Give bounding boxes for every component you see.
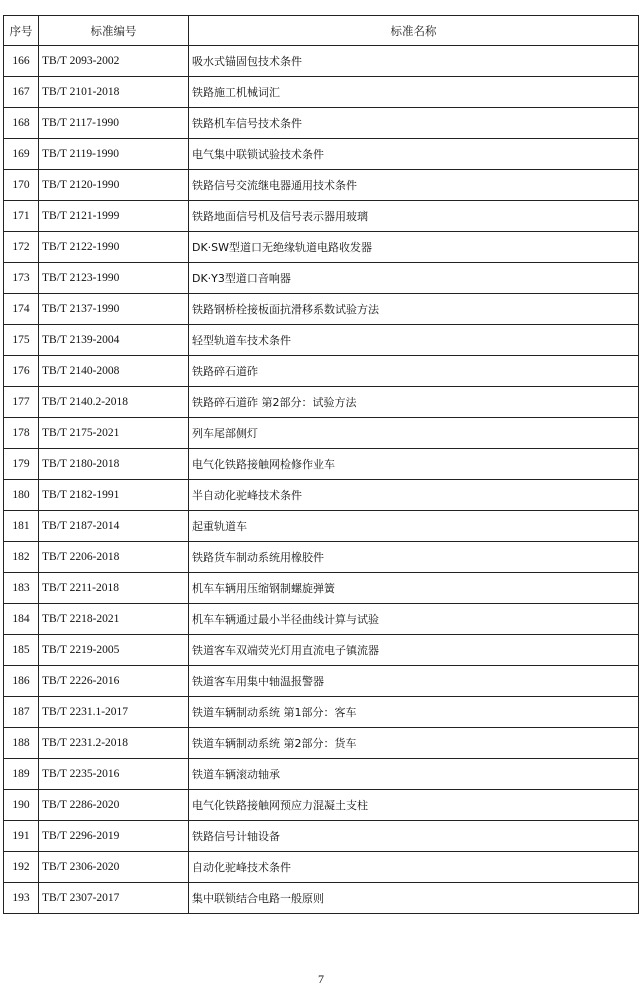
row-name-cell: 铁道客车双端荧光灯用直流电子镇流器 — [189, 635, 639, 666]
table-row — [4, 511, 639, 542]
row-code-cell: TB/T 2231.2-2018 — [39, 728, 189, 759]
table-row — [4, 542, 639, 573]
row-code-cell: TB/T 2140-2008 — [39, 356, 189, 387]
row-seq-cell: 191 — [4, 821, 39, 852]
table-row — [4, 387, 639, 418]
row-code-cell: TB/T 2121-1999 — [39, 201, 189, 232]
row-name-cell: 起重轨道车 — [189, 511, 639, 542]
row-seq-cell: 185 — [4, 635, 39, 666]
row-name-cell: 铁路信号交流继电器通用技术条件 — [189, 170, 639, 201]
row-seq-cell: 181 — [4, 511, 39, 542]
table-row — [4, 728, 639, 759]
row-name-cell: 集中联锁结合电路一般原则 — [189, 883, 639, 914]
table-row — [4, 759, 639, 790]
table-row — [4, 573, 639, 604]
table-row — [4, 480, 639, 511]
header-seq: 序号 — [4, 16, 39, 46]
row-seq-cell: 168 — [4, 108, 39, 139]
row-code-cell: TB/T 2137-1990 — [39, 294, 189, 325]
row-code-cell: TB/T 2093-2002 — [39, 46, 189, 77]
row-name-cell: 铁路货车制动系统用橡胶件 — [189, 542, 639, 573]
standards-table — [3, 15, 639, 914]
row-seq-cell: 178 — [4, 418, 39, 449]
row-code-cell: TB/T 2235-2016 — [39, 759, 189, 790]
row-seq-cell: 166 — [4, 46, 39, 77]
row-seq-cell: 171 — [4, 201, 39, 232]
table-row — [4, 263, 639, 294]
row-name-cell: 铁道车辆滚动轴承 — [189, 759, 639, 790]
row-seq-cell: 176 — [4, 356, 39, 387]
row-seq-cell: 192 — [4, 852, 39, 883]
row-code-cell: TB/T 2296-2019 — [39, 821, 189, 852]
row-code-cell: TB/T 2139-2004 — [39, 325, 189, 356]
row-name-cell: 轻型轨道车技术条件 — [189, 325, 639, 356]
table-row — [4, 294, 639, 325]
row-name-cell: 机车车辆通过最小半径曲线计算与试验 — [189, 604, 639, 635]
table-row — [4, 852, 639, 883]
table-row — [4, 356, 639, 387]
table-row — [4, 139, 639, 170]
row-seq-cell: 167 — [4, 77, 39, 108]
table-row — [4, 821, 639, 852]
row-seq-cell: 193 — [4, 883, 39, 914]
table-row — [4, 46, 639, 77]
row-name-cell: 铁路地面信号机及信号表示器用玻璃 — [189, 201, 639, 232]
row-seq-cell: 175 — [4, 325, 39, 356]
row-name-cell: 铁路碎石道砟 第2部分：试验方法 — [189, 387, 639, 418]
row-code-cell: TB/T 2187-2014 — [39, 511, 189, 542]
row-name-cell: 吸水式锚固包技术条件 — [189, 46, 639, 77]
table-row — [4, 325, 639, 356]
row-name-cell: 半自动化驼峰技术条件 — [189, 480, 639, 511]
row-code-cell: TB/T 2122-1990 — [39, 232, 189, 263]
row-code-cell: TB/T 2120-1990 — [39, 170, 189, 201]
row-code-cell: TB/T 2175-2021 — [39, 418, 189, 449]
row-name-cell: 电气化铁路接触网检修作业车 — [189, 449, 639, 480]
page-number: 7 — [318, 972, 324, 986]
row-name-cell: 电气化铁路接触网预应力混凝土支柱 — [189, 790, 639, 821]
row-name-cell: 铁路施工机械词汇 — [189, 77, 639, 108]
table-row — [4, 232, 639, 263]
row-code-cell: TB/T 2306-2020 — [39, 852, 189, 883]
table-row — [4, 201, 639, 232]
row-code-cell: TB/T 2206-2018 — [39, 542, 189, 573]
table-row — [4, 635, 639, 666]
row-code-cell: TB/T 2119-1990 — [39, 139, 189, 170]
row-code-cell: TB/T 2101-2018 — [39, 77, 189, 108]
table-row — [4, 604, 639, 635]
row-name-cell: 铁路机车信号技术条件 — [189, 108, 639, 139]
table-row — [4, 170, 639, 201]
row-name-cell: 自动化驼峰技术条件 — [189, 852, 639, 883]
row-name-cell: 电气集中联锁试验技术条件 — [189, 139, 639, 170]
table-row — [4, 666, 639, 697]
row-code-cell: TB/T 2286-2020 — [39, 790, 189, 821]
row-seq-cell: 169 — [4, 139, 39, 170]
row-code-cell: TB/T 2226-2016 — [39, 666, 189, 697]
row-seq-cell: 184 — [4, 604, 39, 635]
row-name-cell: 铁路信号计轴设备 — [189, 821, 639, 852]
table-row — [4, 883, 639, 914]
row-seq-cell: 174 — [4, 294, 39, 325]
row-name-cell: 铁道车辆制动系统 第2部分：货车 — [189, 728, 639, 759]
row-code-cell: TB/T 2219-2005 — [39, 635, 189, 666]
header-name: 标准名称 — [189, 16, 639, 46]
row-seq-cell: 182 — [4, 542, 39, 573]
row-seq-cell: 189 — [4, 759, 39, 790]
row-name-cell: 列车尾部侧灯 — [189, 418, 639, 449]
row-seq-cell: 177 — [4, 387, 39, 418]
table-row — [4, 77, 639, 108]
row-code-cell: TB/T 2182-1991 — [39, 480, 189, 511]
row-seq-cell: 172 — [4, 232, 39, 263]
row-code-cell: TB/T 2140.2-2018 — [39, 387, 189, 418]
row-code-cell: TB/T 2123-1990 — [39, 263, 189, 294]
table-row — [4, 418, 639, 449]
row-code-cell: TB/T 2211-2018 — [39, 573, 189, 604]
header-code: 标准编号 — [39, 16, 189, 46]
table-row — [4, 697, 639, 728]
row-seq-cell: 180 — [4, 480, 39, 511]
row-name-cell: 铁路钢桥栓接板面抗滑移系数试验方法 — [189, 294, 639, 325]
row-name-cell: 铁路碎石道砟 — [189, 356, 639, 387]
row-seq-cell: 173 — [4, 263, 39, 294]
row-seq-cell: 183 — [4, 573, 39, 604]
table-row — [4, 790, 639, 821]
table-row — [4, 449, 639, 480]
row-seq-cell: 179 — [4, 449, 39, 480]
row-code-cell: TB/T 2117-1990 — [39, 108, 189, 139]
row-name-cell: 机车车辆用压缩钢制螺旋弹簧 — [189, 573, 639, 604]
row-code-cell: TB/T 2231.1-2017 — [39, 697, 189, 728]
row-name-cell: DK·SW型道口无绝缘轨道电路收发器 — [189, 232, 639, 263]
row-seq-cell: 186 — [4, 666, 39, 697]
row-name-cell: 铁道车辆制动系统 第1部分：客车 — [189, 697, 639, 728]
row-code-cell: TB/T 2180-2018 — [39, 449, 189, 480]
header-row — [4, 16, 639, 46]
table-header — [4, 16, 639, 46]
row-code-cell: TB/T 2218-2021 — [39, 604, 189, 635]
row-seq-cell: 170 — [4, 170, 39, 201]
row-seq-cell: 190 — [4, 790, 39, 821]
table-body — [4, 46, 639, 914]
row-code-cell: TB/T 2307-2017 — [39, 883, 189, 914]
row-name-cell: DK·Y3型道口音响器 — [189, 263, 639, 294]
row-seq-cell: 187 — [4, 697, 39, 728]
row-seq-cell: 188 — [4, 728, 39, 759]
table-row — [4, 108, 639, 139]
row-name-cell: 铁道客车用集中轴温报警器 — [189, 666, 639, 697]
